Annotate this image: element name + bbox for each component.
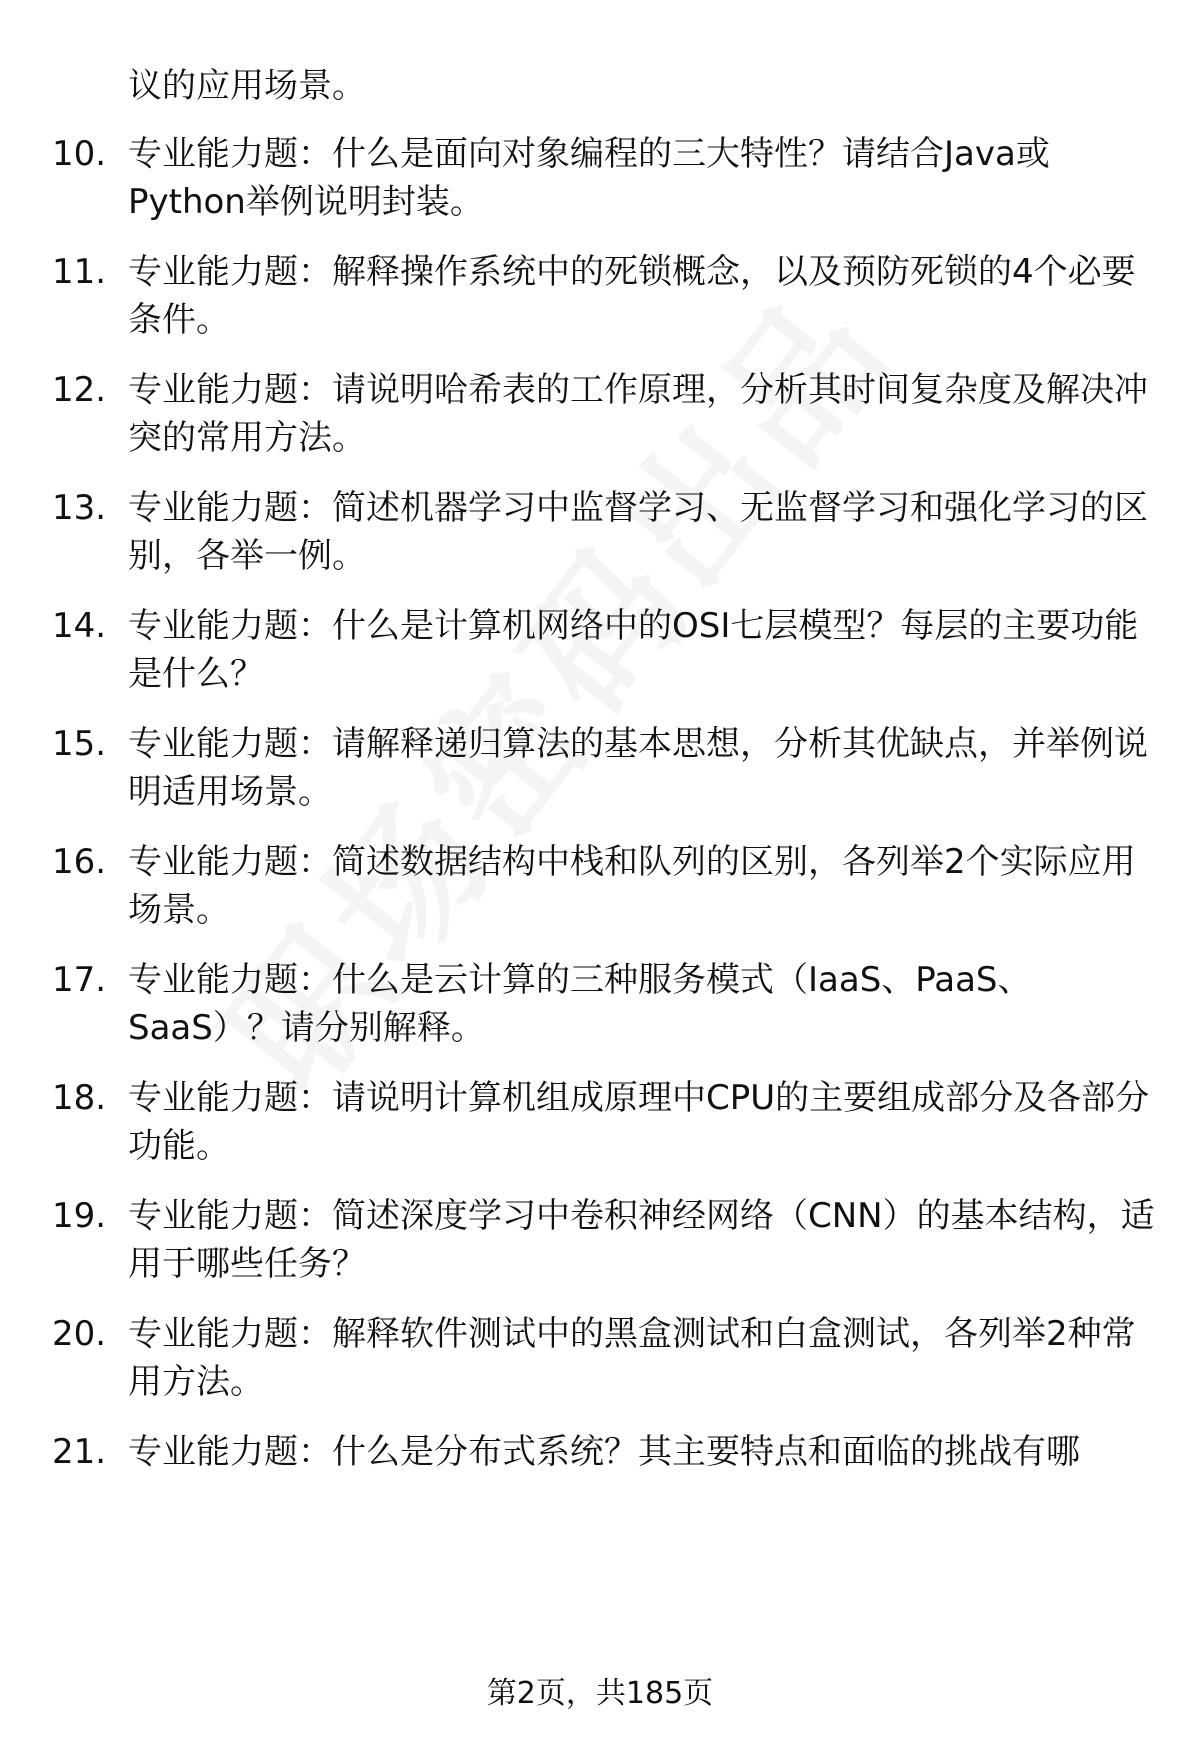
question-number: 16. bbox=[52, 842, 107, 882]
question-number: 21. bbox=[52, 1432, 107, 1472]
question-text: 专业能力题：解释软件测试中的黑盒测试和白盒测试，各列举2种常用方法。 bbox=[128, 1314, 1136, 1402]
question-number: 14. bbox=[52, 606, 107, 646]
question-text: 专业能力题：什么是计算机网络中的OSI七层模型？每层的主要功能是什么？ bbox=[128, 606, 1139, 694]
question-text: 专业能力题：请说明计算机组成原理中CPU的主要组成部分及各部分功能。 bbox=[128, 1078, 1150, 1166]
question-text: 专业能力题：什么是面向对象编程的三大特性？请结合Java或Python举例说明封装。 bbox=[128, 134, 1050, 222]
question-number: 13. bbox=[52, 488, 107, 528]
question-text: 专业能力题：解释操作系统中的死锁概念，以及预防死锁的4个必要条件。 bbox=[128, 252, 1136, 340]
question-number: 18. bbox=[52, 1078, 107, 1118]
question-text: 专业能力题：什么是云计算的三种服务模式（IaaS、PaaS、SaaS）？请分别解释。 bbox=[128, 960, 1032, 1048]
question-number: 12. bbox=[52, 370, 107, 410]
question-text: 专业能力题：简述深度学习中卷积神经网络（CNN）的基本结构，适用于哪些任务？ bbox=[128, 1196, 1155, 1284]
question-text: 专业能力题：请说明哈希表的工作原理，分析其时间复杂度及解决冲突的常用方法。 bbox=[128, 370, 1148, 458]
question-number: 17. bbox=[52, 960, 107, 1000]
question-number: 10. bbox=[52, 134, 107, 174]
question-number: 19. bbox=[52, 1196, 107, 1236]
question-text: 专业能力题：请解释递归算法的基本思想，分析其优缺点，并举例说明适用场景。 bbox=[128, 724, 1148, 812]
question-text: 专业能力题：简述数据结构中栈和队列的区别，各列举2个实际应用场景。 bbox=[128, 842, 1136, 930]
continuation-text: 议的应用场景。 bbox=[128, 66, 366, 106]
page-footer: 第2页，共185页 bbox=[486, 1676, 714, 1711]
question-number: 20. bbox=[52, 1314, 107, 1354]
question-text: 专业能力题：什么是分布式系统？其主要特点和面临的挑战有哪 bbox=[128, 1432, 1080, 1472]
question-number: 15. bbox=[52, 724, 107, 764]
question-number: 11. bbox=[52, 252, 107, 292]
question-text: 专业能力题：简述机器学习中监督学习、无监督学习和强化学习的区别，各举一例。 bbox=[128, 488, 1148, 576]
